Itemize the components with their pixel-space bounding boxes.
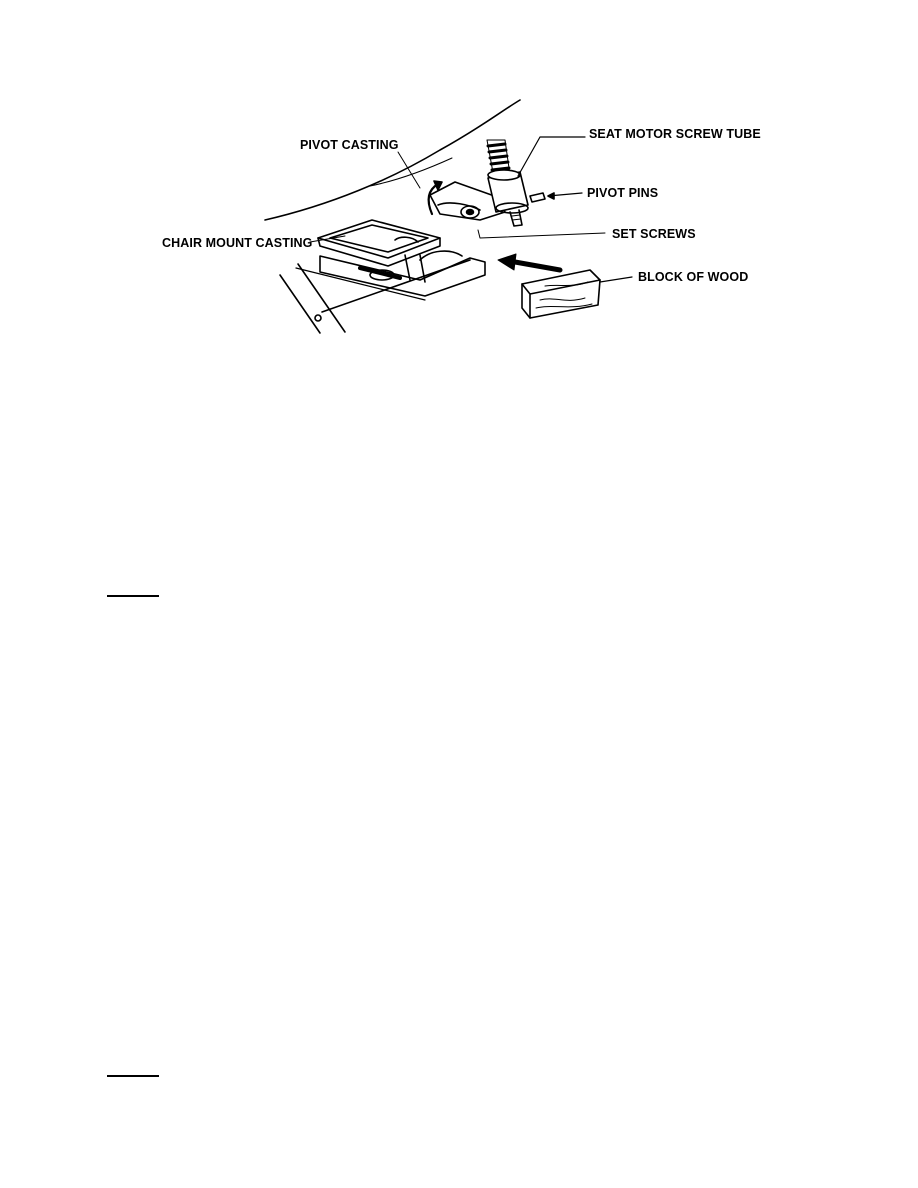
leader-seat-motor <box>518 137 585 176</box>
pivot-pin <box>530 193 545 202</box>
leader-pivot-casting <box>398 152 420 188</box>
section-rule <box>107 1075 159 1077</box>
seat-assembly-illustration <box>0 0 918 360</box>
label-pivot-pins: PIVOT PINS <box>587 186 659 200</box>
lower-bracket <box>296 251 485 300</box>
label-block-of-wood: BLOCK OF WOOD <box>638 270 749 284</box>
label-pivot-casting: PIVOT CASTING <box>300 138 399 152</box>
section-rule <box>107 595 159 597</box>
label-seat-motor-screw-tube: SEAT MOTOR SCREW TUBE <box>589 127 761 141</box>
block-of-wood <box>522 270 600 318</box>
leader-block-of-wood <box>600 277 632 282</box>
leader-set-screws <box>478 230 605 238</box>
label-set-screws: SET SCREWS <box>612 227 696 241</box>
seat-motor-screw-tube <box>488 170 528 226</box>
push-arrow <box>515 262 560 270</box>
label-chair-mount-casting: CHAIR MOUNT CASTING <box>162 236 313 250</box>
